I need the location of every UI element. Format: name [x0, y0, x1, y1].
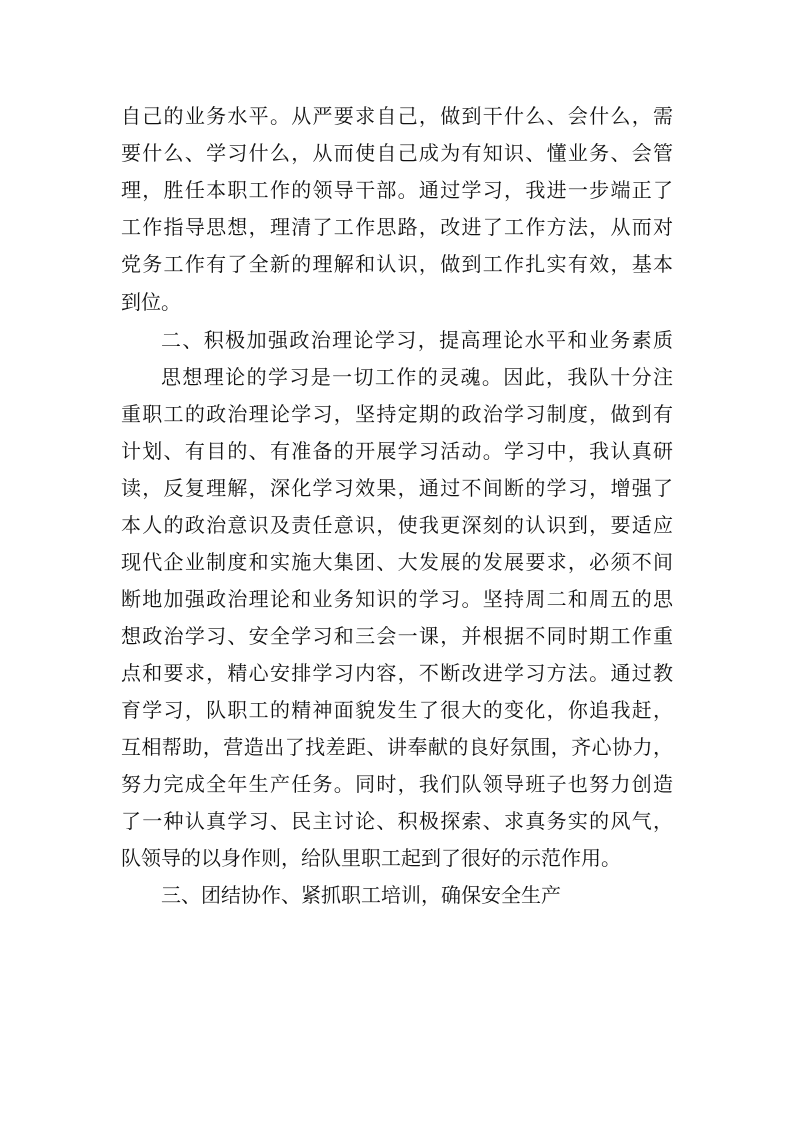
- body-line: 队领导的以身作则，给队里职工起到了很好的示范作用。: [121, 846, 621, 870]
- body-line: 本人的政治意识及责任意识，使我更深刻的认识到，要适应: [121, 513, 673, 537]
- body-line: 努力完成全年生产任务。同时，我们队领导班子也努力创造: [121, 772, 673, 796]
- body-line: 断地加强政治理论和业务知识的学习。坚持周二和周五的思: [121, 587, 673, 611]
- body-line: 工作指导思想，理清了工作思路，改进了工作方法，从而对: [121, 215, 673, 239]
- body-line: 想政治学习、安全学习和三会一课，并根据不同时期工作重: [121, 624, 673, 648]
- body-line: 点和要求，精心安排学习内容，不断改进学习方法。通过教: [121, 661, 673, 685]
- body-line: 计划、有目的、有准备的开展学习活动。学习中，我认真研: [121, 439, 673, 463]
- section-heading: 三、团结协作、紧抓职工培训，确保安全生产: [161, 883, 561, 907]
- body-line: 要什么、学习什么，从而使自己成为有知识、懂业务、会管: [121, 141, 673, 165]
- body-line: 育学习，队职工的精神面貌发生了很大的变化，你追我赶，: [121, 698, 673, 722]
- body-line: 互相帮助，营造出了找差距、讲奉献的良好氛围，齐心协力，: [121, 735, 673, 759]
- body-line: 了一种认真学习、民主讨论、积极探索、求真务实的风气，: [121, 809, 673, 833]
- body-line: 到位。: [121, 290, 181, 314]
- body-line: 自己的业务水平。从严要求自己，做到干什么、会什么，需: [121, 104, 673, 128]
- section-heading: 二、积极加强政治理论学习，提高理论水平和业务素质: [161, 328, 673, 352]
- body-line: 思想理论的学习是一切工作的灵魂。因此，我队十分注: [161, 365, 673, 389]
- body-line: 理，胜任本职工作的领导干部。通过学习，我进一步端正了: [121, 178, 673, 202]
- body-line: 读，反复理解，深化学习效果，通过不间断的学习，增强了: [121, 476, 673, 500]
- body-line: 重职工的政治理论学习，坚持定期的政治学习制度，做到有: [121, 402, 673, 426]
- body-line: 现代企业制度和实施大集团、大发展的发展要求，必须不间: [121, 550, 673, 574]
- body-line: 党务工作有了全新的理解和认识，做到工作扎实有效，基本: [121, 252, 673, 276]
